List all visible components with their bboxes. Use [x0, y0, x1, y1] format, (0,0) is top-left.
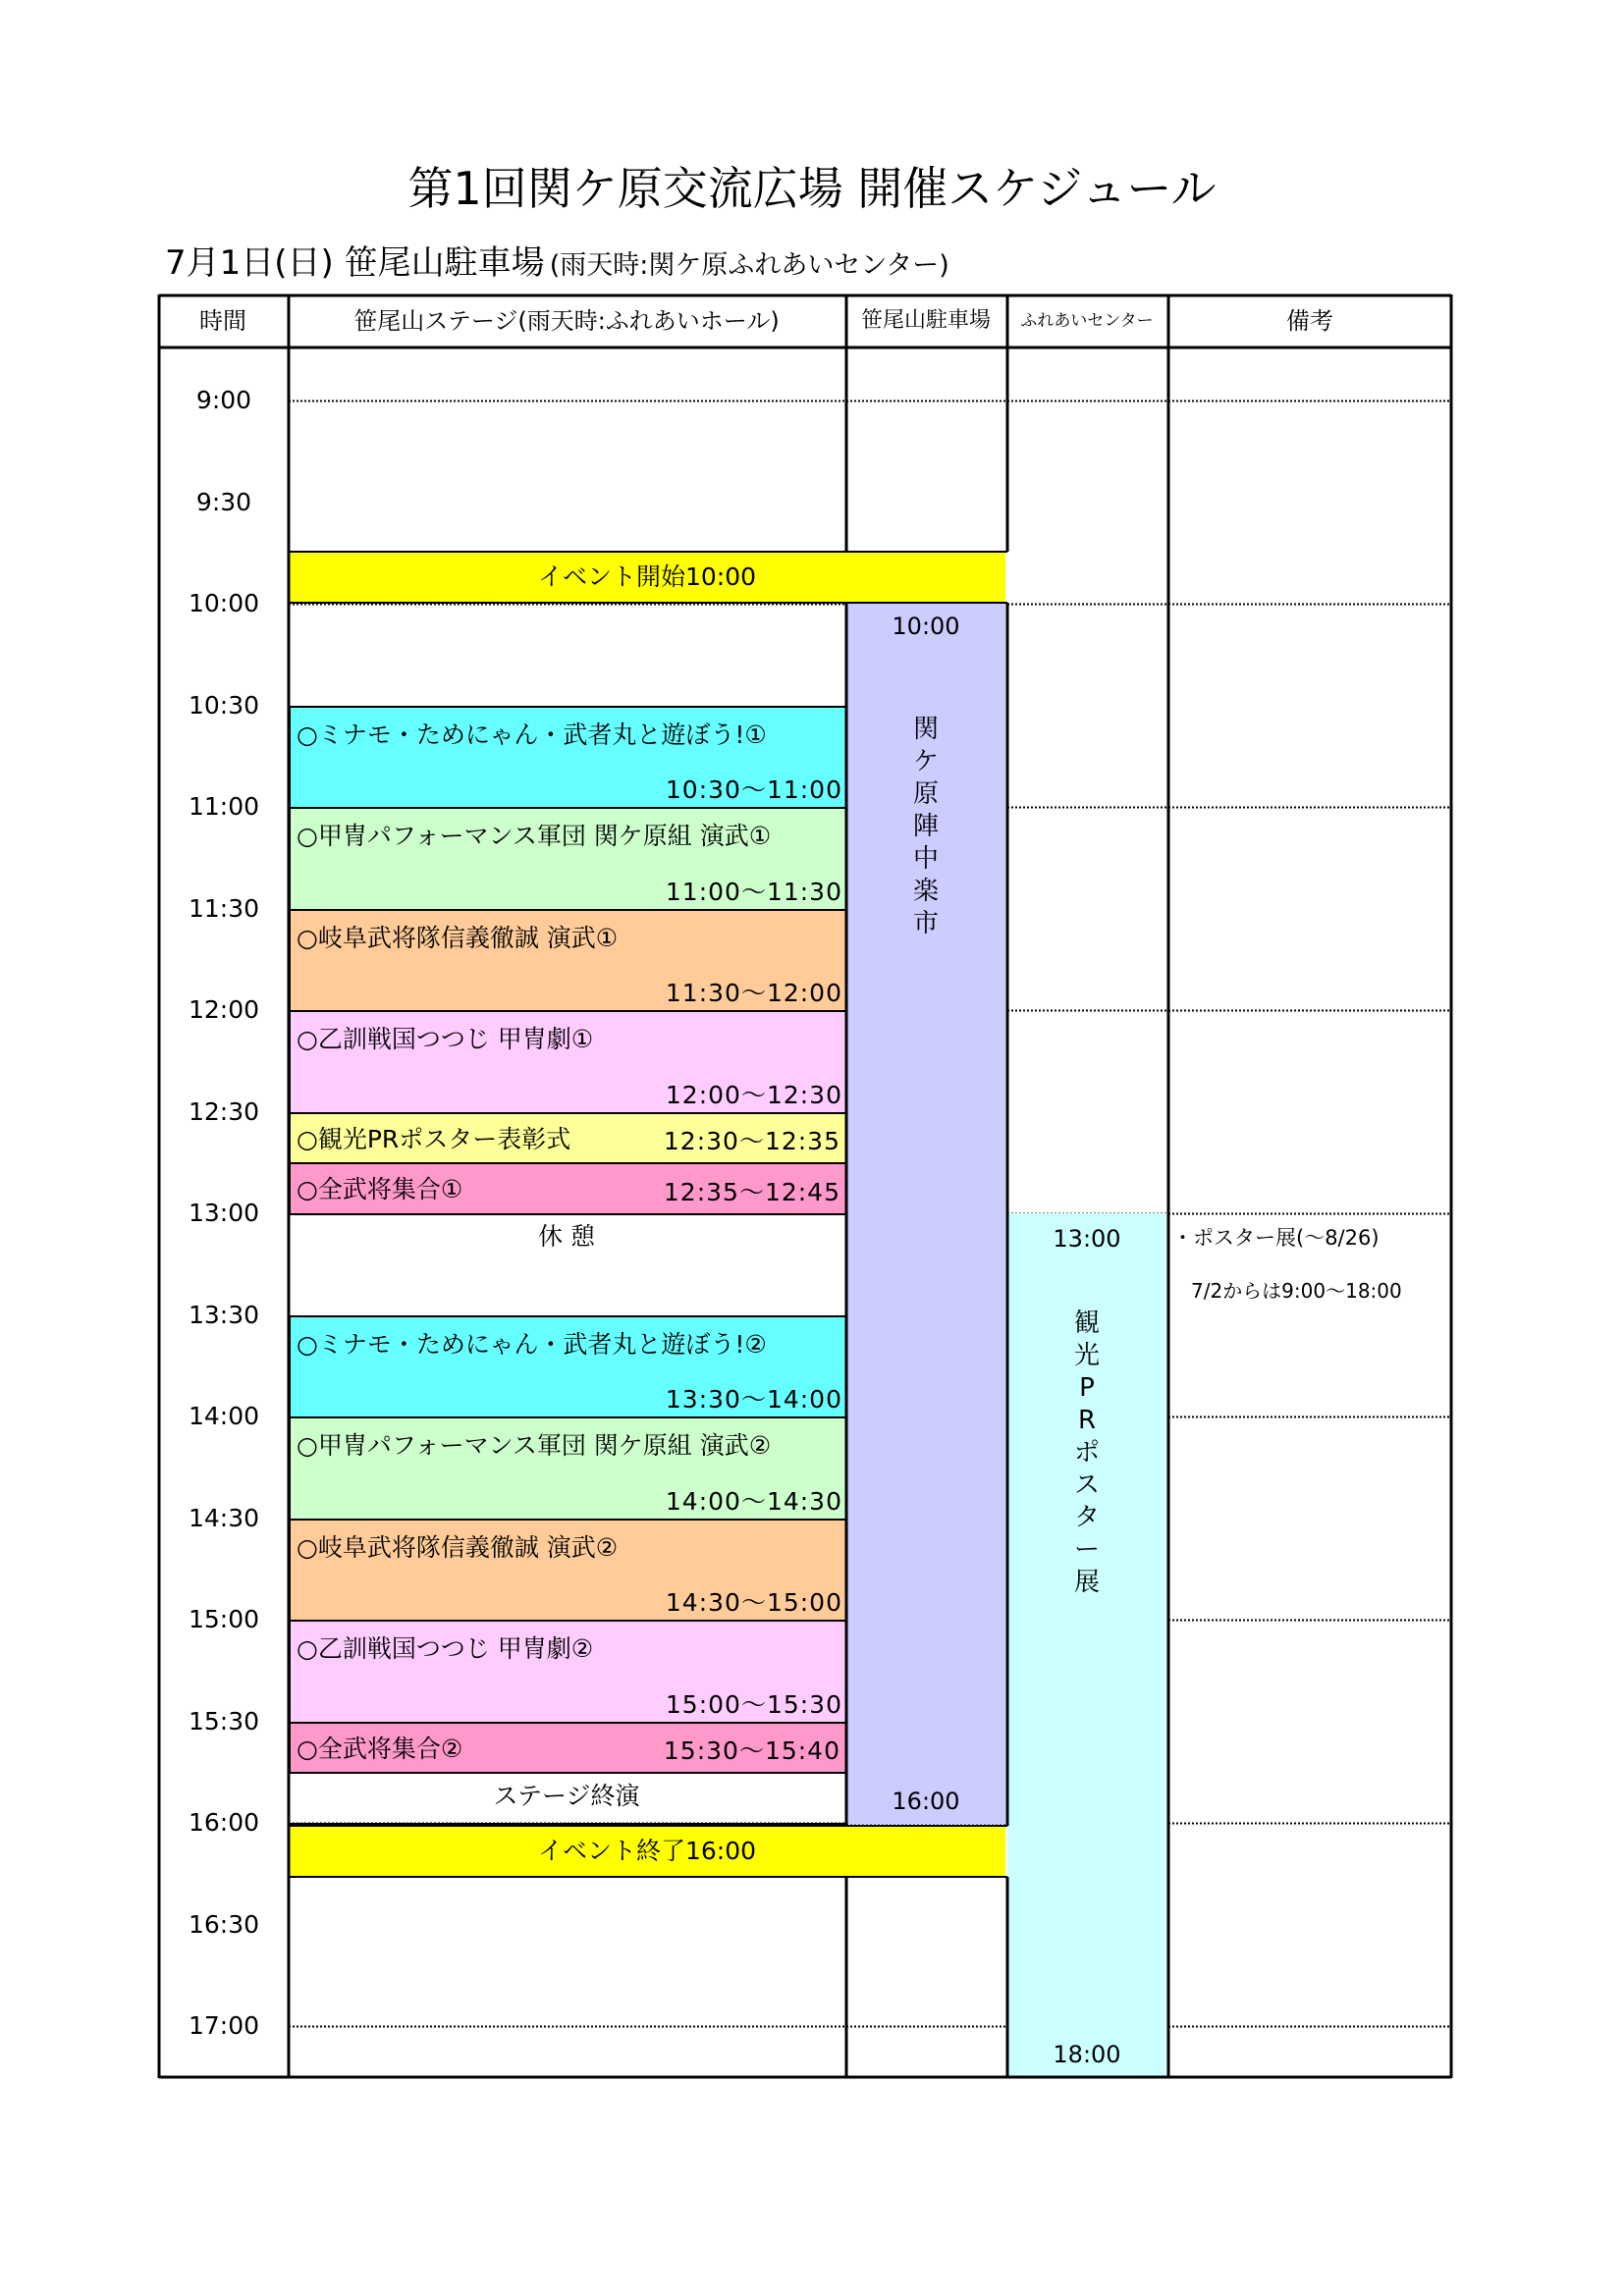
center-event-block	[1007, 1213, 1166, 2077]
stage-event-block	[289, 1315, 848, 1419]
center-event-name	[1007, 1308, 1166, 1599]
time-label: 10:00	[188, 589, 260, 617]
stage-event-block	[289, 1010, 848, 1114]
event-start-banner	[289, 552, 1005, 603]
stage-event-name: ○甲冑パフォーマンス軍団 関ケ原組 演武②	[297, 1431, 772, 1460]
time-label: 15:00	[188, 1605, 260, 1633]
stage-event-block	[289, 909, 848, 1013]
stage-event-time: 11:30〜12:00	[665, 979, 842, 1007]
time-label: 11:00	[188, 792, 260, 821]
header-parking: 笹尾山駐車場	[860, 308, 991, 333]
time-label: 14:00	[188, 1402, 260, 1430]
time-label: 11:30	[188, 893, 260, 923]
stage-event-block	[289, 706, 848, 810]
time-label: 12:00	[188, 995, 260, 1024]
stage-event-name: ○全武将集合①	[297, 1175, 463, 1204]
time-label: 15:30	[188, 1706, 260, 1735]
stage-event-name: ○乙訓戦国つつじ 甲冑劇①	[297, 1025, 594, 1053]
stage-end-label: ステージ終演	[493, 1782, 640, 1810]
stage-event-name: ○観光PRポスター表彰式	[297, 1124, 571, 1153]
time-label: 16:30	[188, 1909, 260, 1939]
stage-event-name: ○岐阜武将隊信義徹誠 演武①	[297, 923, 619, 952]
stage-event-time: 15:30〜15:40	[663, 1736, 840, 1766]
vertical-char: R	[1077, 1406, 1097, 1435]
time-label: 16:00	[188, 1808, 260, 1837]
time-label: 13:30	[188, 1300, 260, 1329]
parking-event-block	[846, 603, 1005, 1824]
time-label: 13:00	[188, 1199, 260, 1227]
stage-event-block	[289, 1722, 848, 1775]
vertical-char: 観	[1073, 1308, 1100, 1338]
stage-event-block	[289, 1620, 848, 1724]
stage-event-block	[289, 807, 848, 911]
stage-event-name: ○全武将集合②	[297, 1734, 463, 1763]
event-end-banner	[289, 1826, 1005, 1877]
vertical-char: タ	[1073, 1503, 1100, 1532]
vertical-char: P	[1079, 1373, 1095, 1403]
stage-event-time: 15:00〜15:30	[665, 1689, 842, 1719]
time-label: 17:00	[188, 2011, 260, 2040]
vertical-char: 光	[1073, 1341, 1100, 1370]
time-label: 9:30	[195, 487, 252, 516]
stage-event-time: 12:30〜12:35	[663, 1127, 840, 1156]
vertical-char: 市	[912, 909, 939, 938]
time-label: 12:30	[188, 1096, 260, 1126]
stage-event-name: ○岐阜武将隊信義徹誠 演武②	[297, 1532, 619, 1562]
vertical-char: 原	[912, 779, 939, 809]
header-notes: 備考	[1286, 307, 1333, 335]
time-label: 9:00	[195, 386, 252, 414]
stage-event-time: 13:30〜14:00	[665, 1385, 842, 1414]
center-end-time: 18:00	[1053, 2041, 1121, 2068]
date-venue: 7月1日(日) 笹尾山駐車場	[165, 243, 545, 283]
vertical-char: ケ	[912, 747, 939, 776]
event-start-label: イベント開始10:00	[537, 562, 757, 591]
vertical-char: 関	[912, 715, 939, 744]
time-label: 10:30	[188, 690, 260, 720]
stage-event-name: ○ミナモ・ためにゃん・武者丸と遊ぼう!②	[297, 1329, 767, 1359]
vertical-char: 陣	[912, 812, 939, 841]
stage-event-name: ○乙訓戦国つつじ 甲冑劇②	[297, 1634, 594, 1663]
center-start-time: 13:00	[1053, 1225, 1121, 1253]
header-stage: 笹尾山ステージ(雨天時:ふれあいホール)	[353, 307, 780, 335]
stage-event-block	[289, 1416, 848, 1521]
stage-event-time: 12:35〜12:45	[663, 1178, 840, 1206]
event-end-label: イベント終了16:00	[537, 1837, 757, 1865]
rain-venue: (雨天時:関ケ原ふれあいセンター)	[549, 250, 949, 281]
parking-event-name	[846, 714, 1005, 940]
time-label: 14:30	[188, 1503, 260, 1532]
parking-start-time: 10:00	[892, 613, 960, 640]
stage-event-time: 10:30〜11:00	[665, 775, 842, 804]
vertical-char: ス	[1073, 1470, 1100, 1500]
stage-event-block	[289, 1519, 848, 1623]
vertical-char: ー	[1073, 1535, 1100, 1565]
stage-event-time: 14:30〜15:00	[665, 1588, 842, 1617]
note-poster-exhibit: ・ポスター展(〜8/26)	[1172, 1226, 1380, 1250]
break-label: 休 憩	[538, 1222, 595, 1251]
stage-event-name: ○ミナモ・ためにゃん・武者丸と遊ぼう!①	[297, 720, 767, 749]
stage-event-block	[289, 1112, 848, 1165]
vertical-char: 展	[1073, 1568, 1100, 1597]
vertical-char: 楽	[912, 877, 939, 906]
stage-event-block	[289, 1162, 848, 1215]
header-center: ふれあいセンター	[1020, 311, 1154, 331]
page-title: 第1回関ケ原交流広場 開催スケジュール	[407, 162, 1217, 215]
stage-event-time: 11:00〜11:30	[665, 877, 842, 906]
vertical-char: ポ	[1073, 1438, 1100, 1468]
parking-end-time: 16:00	[892, 1788, 960, 1815]
header-time: 時間	[199, 307, 246, 335]
note-poster-hours: 7/2からは9:00〜18:00	[1191, 1279, 1402, 1303]
stage-event-time: 12:00〜12:30	[665, 1080, 842, 1109]
vertical-char: 中	[912, 844, 939, 874]
stage-event-name: ○甲冑パフォーマンス軍団 関ケ原組 演武①	[297, 822, 772, 850]
stage-event-time: 14:00〜14:30	[665, 1486, 842, 1516]
